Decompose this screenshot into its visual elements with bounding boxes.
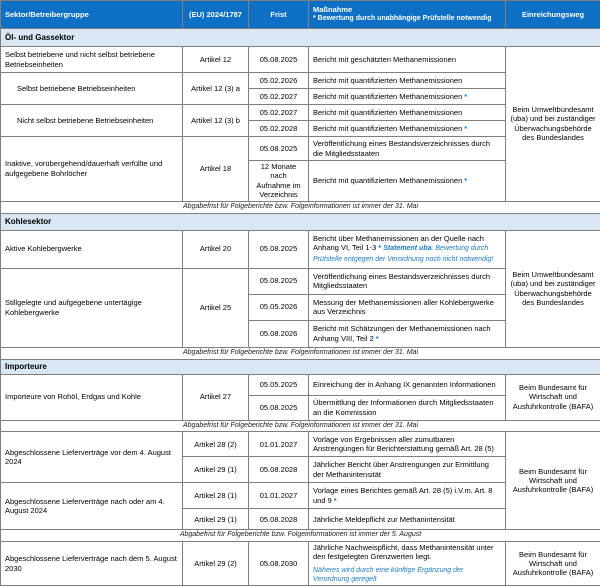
sector-cell: Stillgelegte und aufgegebene untertägige Kohlebergwerke (1, 268, 183, 347)
deadline-cell: 05.02.2028 (249, 121, 309, 137)
measure-cell (309, 121, 506, 137)
submission-cell-bafa: Beim Bundesamt für Wirtschaft und Ausfuhrkontrolle (BAFA) (506, 432, 600, 530)
measure-cell: Bericht mit geschätzten Methanemissionen (309, 47, 506, 73)
measure-text: Bericht mit quantifizierten Methanemissionen (313, 176, 462, 185)
column-header-sector: Sektor/Betreibergruppe (1, 1, 183, 29)
submission-cell-bafa: Beim Bundesamt für Wirtschaft und Ausfuhrkontrolle (BAFA) (506, 374, 600, 420)
deadline-cell: 05.08.2028 (249, 457, 309, 483)
section-row-oil-gas (1, 29, 600, 47)
article-cell: Artikel 28 (1) (183, 483, 249, 509)
article-cell: Artikel 29 (2) (183, 542, 249, 586)
measure-cell (309, 230, 506, 268)
measure-text: Bericht über Methanemissionen an der Quelle nach Anhang VI, Teil 1-3 (313, 234, 484, 252)
deadline-cell: 05.08.2026 (249, 320, 309, 347)
measure-cell (309, 320, 506, 347)
table-row (1, 432, 600, 457)
table-row (1, 230, 600, 268)
measure-text: Bericht mit quantifizierten Methanemissionen (313, 92, 462, 101)
measure-cell (309, 89, 506, 105)
measure-text: Jährliche Nachweispflicht, dass Methanintensität unter den festgelegten Grenzwerten liegt. (313, 543, 494, 561)
submission-cell-bafa: Beim Bundesamt für Wirtschaft und Ausfuhrkontrolle (BAFA) (506, 542, 600, 586)
deadline-cell: 05.05.2026 (249, 294, 309, 320)
article-cell: Artikel 29 (1) (183, 509, 249, 530)
measure-cell: Bericht mit quantifizierten Methanemissionen (309, 105, 506, 121)
section-row-coal (1, 213, 600, 230)
article-cell: Artikel 27 (183, 374, 249, 420)
sector-cell: Abgeschlossene Lieferverträge nach oder am 4. August 2024 (1, 483, 183, 530)
verifier-star: * (462, 92, 467, 101)
section-title: Öl- und Gassektor (1, 29, 600, 47)
header-row (1, 1, 600, 29)
measure-cell: Jährlicher Bericht über Anstrengungen zur Ermittlung der Methanintensität (309, 457, 506, 483)
measure-text: Bericht mit quantifizierten Methanemissionen (313, 124, 462, 133)
deadline-cell: 05.08.2025 (249, 268, 309, 294)
section-title: Importeure (1, 359, 600, 374)
article-cell: Artikel 28 (2) (183, 432, 249, 457)
uba-statement-label: Statement uba (383, 245, 431, 252)
deadline-cell: 05.02.2027 (249, 105, 309, 121)
uba-statement-text: : Bewertung durch Prüfstelle entgegen der Verordnung noch nicht notwendig! (313, 245, 493, 263)
deadline-cell: 05.05.2025 (249, 374, 309, 395)
measure-title: Maßnahme (313, 5, 501, 14)
footnote-row (1, 420, 600, 432)
sector-cell: Nicht selbst betriebene Betriebseinheiten (1, 105, 183, 137)
sector-cell: Selbst betriebene Betriebseinheiten (1, 73, 183, 105)
deadline-cell: 12 Monate nach Aufnahme im Verzeichnis (249, 161, 309, 202)
measure-cell (309, 483, 506, 509)
measure-cell: Einreichung der in Anhang IX genannten Informationen (309, 374, 506, 395)
measure-cell: Veröffentlichung eines Bestandsverzeichnisses durch die Mitgliedsstaaten (309, 137, 506, 161)
measure-verifier-note: * Bewertung durch unabhängige Prüfstelle notwendig (313, 15, 501, 24)
deadline-cell: 05.02.2027 (249, 89, 309, 105)
future-regulation-note: Näheres wird durch eine künftige Ergänzung der Verordnung geregelt (313, 567, 501, 585)
deadline-cell: 05.08.2030 (249, 542, 309, 586)
measure-cell: Jährliche Meldepflicht zur Methanintensität (309, 509, 506, 530)
measure-text: Bericht mit Schätzungen der Methanemissionen nach Anhang VIII, Teil 2 (313, 324, 491, 342)
deadline-cell: 05.08.2025 (249, 137, 309, 161)
measure-cell (309, 161, 506, 202)
deadline-cell: 01.01.2027 (249, 483, 309, 509)
column-header-measure (309, 1, 506, 29)
footnote-row (1, 201, 600, 213)
measure-cell: Vorlage von Ergebnissen aller zumutbaren Anstrengungen für Berichterstattung gemäß Art. 28 (5) (309, 432, 506, 457)
sector-cell: Abgeschlossene Lieferverträge vor dem 4. August 2024 (1, 432, 183, 483)
verifier-star: * (376, 243, 381, 252)
footnote-text: Abgabefrist für Folgeberichte bzw. Folgeinformationen ist immer der 31. Mai (1, 347, 600, 359)
footnote-row (1, 530, 600, 542)
deadline-cell: 05.02.2026 (249, 73, 309, 89)
measure-cell: Übermittlung der Informationen durch Mitgliedsstaaten an die Kommission (309, 395, 506, 420)
verifier-star: * (332, 496, 337, 505)
footnote-text: Abgabefrist für Folgeberichte bzw. Folgeinformationen ist immer der 31. Mai (1, 420, 600, 432)
sector-cell: Importeure von Rohöl, Erdgas und Kohle (1, 374, 183, 420)
verifier-star: * (374, 334, 379, 343)
measure-cell: Bericht mit quantifizierten Methanemissionen (309, 73, 506, 89)
article-cell: Artikel 20 (183, 230, 249, 268)
verifier-star: * (462, 124, 467, 133)
table-row (1, 47, 600, 73)
sector-cell: Abgeschlossene Lieferverträge nach dem 5. August 2030 (1, 542, 183, 586)
article-cell: Artikel 12 (183, 47, 249, 73)
section-row-importers (1, 359, 600, 374)
footnote-text: Abgabefrist für Folgeberichte bzw. Folgeinformationen ist immer der 5. August (1, 530, 600, 542)
deadline-cell: 05.08.2028 (249, 509, 309, 530)
deadline-cell: 01.01.2027 (249, 432, 309, 457)
column-header-regulation: (EU) 2024/1787 (183, 1, 249, 29)
measure-cell: Messung der Methanemissionen aller Kohlebergwerke aus Verzeichnis (309, 294, 506, 320)
submission-cell-uba: Beim Umweltbundesamt (uba) und bei zuständiger Überwachungsbehörde des Bundeslandes (506, 230, 600, 347)
submission-cell-uba: Beim Umweltbundesamt (uba) und bei zuständiger Überwachungsbehörde des Bundeslandes (506, 47, 600, 202)
article-cell: Artikel 18 (183, 137, 249, 202)
deadline-cell: 05.08.2025 (249, 47, 309, 73)
article-cell: Artikel 12 (3) a (183, 73, 249, 105)
column-header-deadline: Frist (249, 1, 309, 29)
sector-cell: Selbst betriebene und nicht selbst betriebene Betriebseinheiten (1, 47, 183, 73)
measure-text: Vorlage eines Berichtes gemäß Art. 28 (5) i.V.m. Art. 8 und 9 (313, 486, 492, 504)
article-cell: Artikel 25 (183, 268, 249, 347)
sector-cell: Aktive Kohlebergwerke (1, 230, 183, 268)
article-cell: Artikel 29 (1) (183, 457, 249, 483)
footnote-row (1, 347, 600, 359)
verifier-star: * (462, 176, 467, 185)
footnote-text: Abgabefrist für Folgeberichte bzw. Folgeinformationen ist immer der 31. Mai (1, 201, 600, 213)
deadline-cell: 05.08.2025 (249, 230, 309, 268)
sector-cell: Inaktive, vorübergehend/dauerhaft verfüllte und aufgegebene Bohrlöcher (1, 137, 183, 202)
measure-cell: Veröffentlichung eines Bestandsverzeichnisses durch Mitgliedsstaaten (309, 268, 506, 294)
column-header-submission: Einreichungsweg (506, 1, 600, 29)
section-title: Kohlesektor (1, 213, 600, 230)
deadline-cell: 05.08.2025 (249, 395, 309, 420)
table-row (1, 374, 600, 395)
article-cell: Artikel 12 (3) b (183, 105, 249, 137)
